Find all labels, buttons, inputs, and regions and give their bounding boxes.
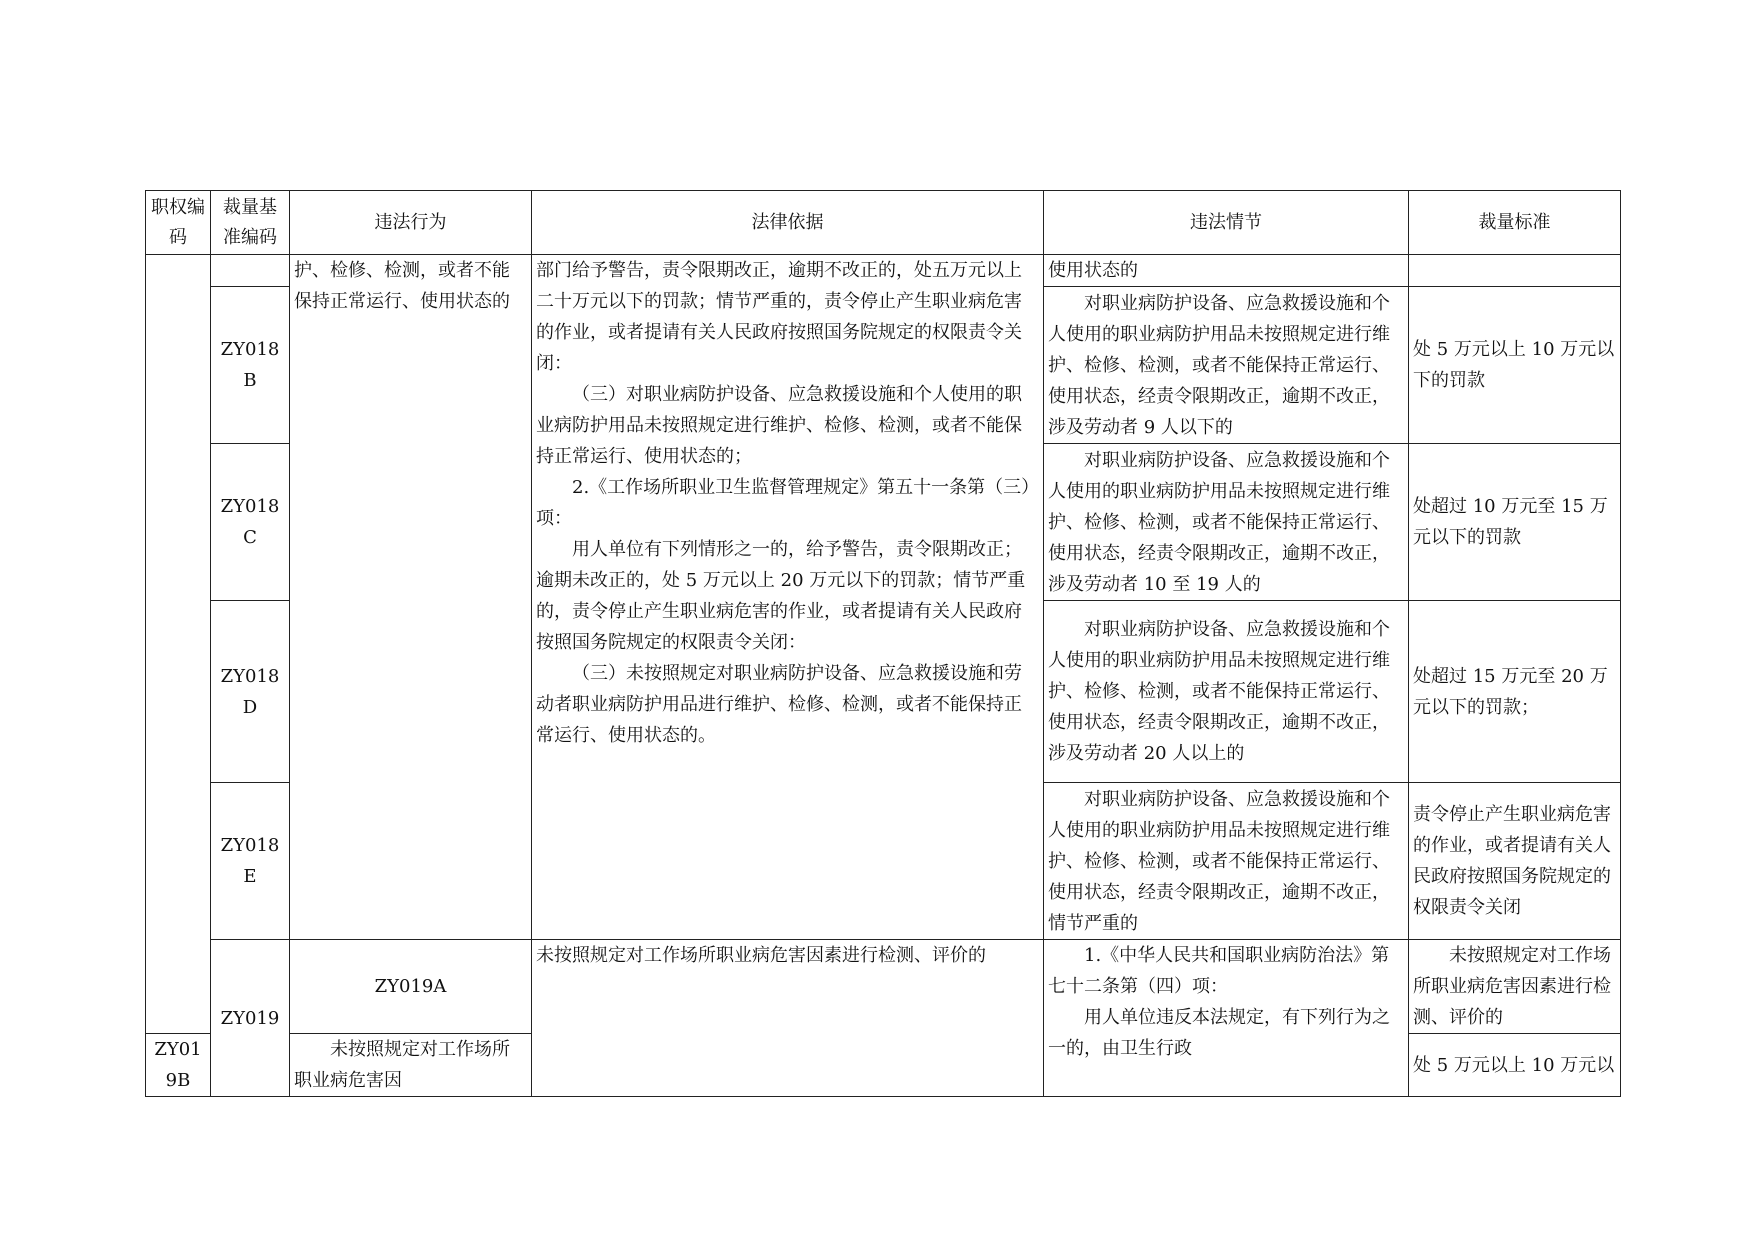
authority-code-cell: ZY019 [211, 940, 290, 1097]
table-row [146, 940, 1621, 1034]
circumstance-cell: 未按照规定对工作场所职业病危害因 [290, 1034, 532, 1097]
header-discretion-standard: 裁量标准 [1409, 191, 1621, 255]
discretion-standard-cell: 处超过 10 万元至 15 万元以下的罚款 [1409, 444, 1621, 601]
discretion-table [145, 190, 1621, 1097]
standard-code-cell: ZY018B [211, 287, 290, 444]
discretion-standard-cell [1409, 255, 1621, 287]
table-row [146, 255, 1621, 287]
legal-basis-paragraph: 部门给予警告，责令限期改正，逾期不改正的，处五万元以上二十万元以下的罚款；情节严重的，责令停止产生职业病危害的作业，或者提请有关人民政府按照国务院规定的权限责令关闭： [536, 260, 1022, 374]
circumstance-cell: 对职业病防护设备、应急救援设施和个人使用的职业病防护用品未按照规定进行维护、检修、检测，或者不能保持正常运行、使用状态，经责令限期改正，逾期不改正，情节严重的 [1044, 783, 1409, 940]
legal-basis-paragraph: 1.《中华人民共和国职业病防治法》第七十二条第（四）项： [1048, 945, 1390, 997]
circumstance-cell: 对职业病防护设备、应急救援设施和个人使用的职业病防护用品未按照规定进行维护、检修、检测，或者不能保持正常运行、使用状态，经责令限期改正，逾期不改正，涉及劳动者 9 人以下的 [1044, 287, 1409, 444]
standard-code-cell: ZY018D [211, 601, 290, 783]
header-legal-basis: 法律依据 [532, 191, 1044, 255]
header-violation: 违法行为 [290, 191, 532, 255]
discretion-standard-cell: 处 5 万元以上 10 万元以 [1409, 1034, 1621, 1097]
circumstance-cell: 使用状态的 [1044, 255, 1409, 287]
header-circumstances: 违法情节 [1044, 191, 1409, 255]
violation-cell: 护、检修、检测，或者不能保持正常运行、使用状态的 [290, 255, 532, 940]
standard-code-cell [211, 255, 290, 287]
header-standard-code: 裁量基准编码 [211, 191, 290, 255]
circumstance-cell: 对职业病防护设备、应急救援设施和个人使用的职业病防护用品未按照规定进行维护、检修、检测，或者不能保持正常运行、使用状态，经责令限期改正，逾期不改正，涉及劳动者 20 人以上的 [1044, 601, 1409, 783]
standard-code-cell: ZY019B [146, 1034, 211, 1097]
legal-basis-paragraph: 用人单位有下列情形之一的，给予警告，责令限期改正；逾期未改正的，处 5 万元以上 20 万元以下的罚款；情节严重的，责令停止产生职业病危害的作业，或者提请有关人民政府按照国务院规定的权限责令关闭： [536, 539, 1026, 653]
circumstance-cell: 未按照规定对工作场所职业病危害因素进行检测、评价的 [1409, 940, 1621, 1034]
violation-cell: 未按照规定对工作场所职业病危害因素进行检测、评价的 [532, 940, 1044, 1097]
header-row [146, 191, 1621, 255]
standard-code-cell: ZY018C [211, 444, 290, 601]
legal-basis-paragraph: 2.《工作场所职业卫生监督管理规定》第五十一条第（三）项： [536, 477, 1031, 529]
discretion-standard-cell: 责令停止产生职业病危害的作业，或者提请有关人民政府按照国务院规定的权限责令关闭 [1409, 783, 1621, 940]
legal-basis-paragraph: （三）未按照规定对职业病防护设备、应急救援设施和劳动者职业病防护用品进行维护、检修、检测，或者不能保持正常运行、使用状态的。 [536, 663, 1022, 746]
circumstance-cell: 对职业病防护设备、应急救援设施和个人使用的职业病防护用品未按照规定进行维护、检修、检测，或者不能保持正常运行、使用状态，经责令限期改正，逾期不改正，涉及劳动者 10 至 19 人的 [1044, 444, 1409, 601]
legal-basis-paragraph: （三）对职业病防护设备、应急救援设施和个人使用的职业病防护用品未按照规定进行维护、检修、检测，或者不能保持正常运行、使用状态的； [536, 384, 1022, 467]
legal-basis-paragraph: 用人单位违反本法规定，有下列行为之一的，由卫生行政 [1048, 1007, 1390, 1059]
discretion-standard-cell: 处 5 万元以上 10 万元以下的罚款 [1409, 287, 1621, 444]
header-authority-code: 职权编码 [146, 191, 211, 255]
legal-basis-cell [532, 255, 1044, 940]
discretion-standard-cell: 处超过 15 万元至 20 万元以下的罚款； [1409, 601, 1621, 783]
standard-code-cell: ZY019A [290, 940, 532, 1034]
legal-basis-cell [1044, 940, 1409, 1097]
authority-code-cell [146, 255, 211, 1034]
standard-code-cell: ZY018E [211, 783, 290, 940]
